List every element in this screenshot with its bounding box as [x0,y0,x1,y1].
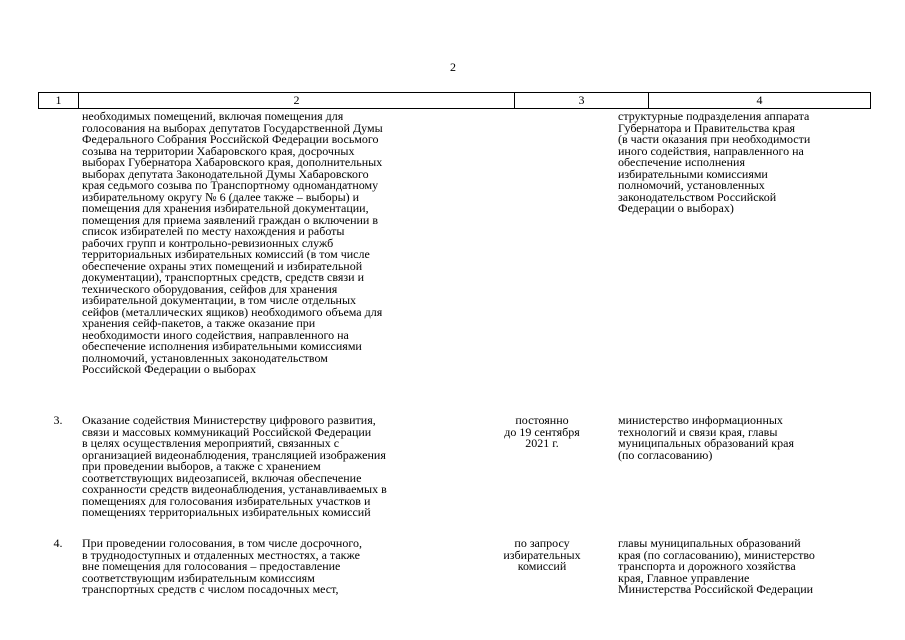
page-number: 2 [450,60,456,74]
row-number: 4. [53,536,63,550]
row-term: по запросу избирательных комиссий [503,536,581,573]
header-col-1: 1 [39,93,79,108]
row-description: необходимых помещений, включая помещения для голосования на выборах депутатов Государственной Думы Федерального Собрания Российской Федерации восьмого созыва на территории Хабаровского края, досрочных выборах Губернатора Хабаровского края, дополнительных выборах депутата Законодательной Думы Хабаровского края седьмого созыва по Транспортному одномандатному избирательному округу № 6 (далее также – выборы) и помещения для хранения избирательной документации, помещения для приема заявлений граждан о включении в список избирателей по месту нахождения и работы рабочих групп и контрольно-ревизионных служб территориальных избирательных комиссий (в том числе обеспечение охраны этих помещений и избирательной документации), транспортных средств, средств связи и технического оборудования, сейфов для хранения избирательной документации, в том числе отдельных сейфов (металлических ящиков) необходимого объема для хранения сейф-пакетов, а также оказание при необходимости иного содействия, направленного на обеспечение исполнения избирательными комиссиями полномочий, установленных законодательством Российской Федерации о выборах [82,109,383,376]
row-term: постоянно до 19 сентября 2021 г. [504,413,580,450]
header-col-3: 3 [515,93,649,108]
row-number: 3. [53,413,63,427]
row-executors: структурные подразделения аппарата Губернатора и Правительства края (в части оказания при необходимости иного содействия, направленного на обеспечение исполнения избирательными комиссиями полномочий, установленных законодательством Российской Федерации о выборах) [618,109,811,215]
row-executors: министерство информационных технологий и связи края, главы муниципальных образований края (по согласованию) [618,413,794,462]
header-col-4: 4 [756,93,763,107]
header-col-2: 2 [79,93,515,108]
table-header-row [38,92,871,109]
row-description: При проведении голосования, в том числе досрочного, в труднодоступных и отдаленных местностях, а также вне помещения для голосования – предоставление соответствующим избирательным комиссиям транспортных средств с числом посадочных мест, [82,536,362,596]
row-executors: главы муниципальных образований края (по согласованию), министерство транспорта и дорожного хозяйства края, Главное управление Министерства Российской Федерации [618,536,815,596]
row-description: Оказание содействия Министерству цифрового развития, связи и массовых коммуникаций Российской Федерации в целях осуществления мероприятий, связанных с организацией видеонаблюдения, трансляцией изображения при проведении выборов, а также с хранением соответствующих видеозаписей, включая обеспечение сохранности средств видеонаблюдения, устанавливаемых в помещениях для голосования избирательных участков и помещениях территориальных избирательных комиссий [82,413,387,519]
